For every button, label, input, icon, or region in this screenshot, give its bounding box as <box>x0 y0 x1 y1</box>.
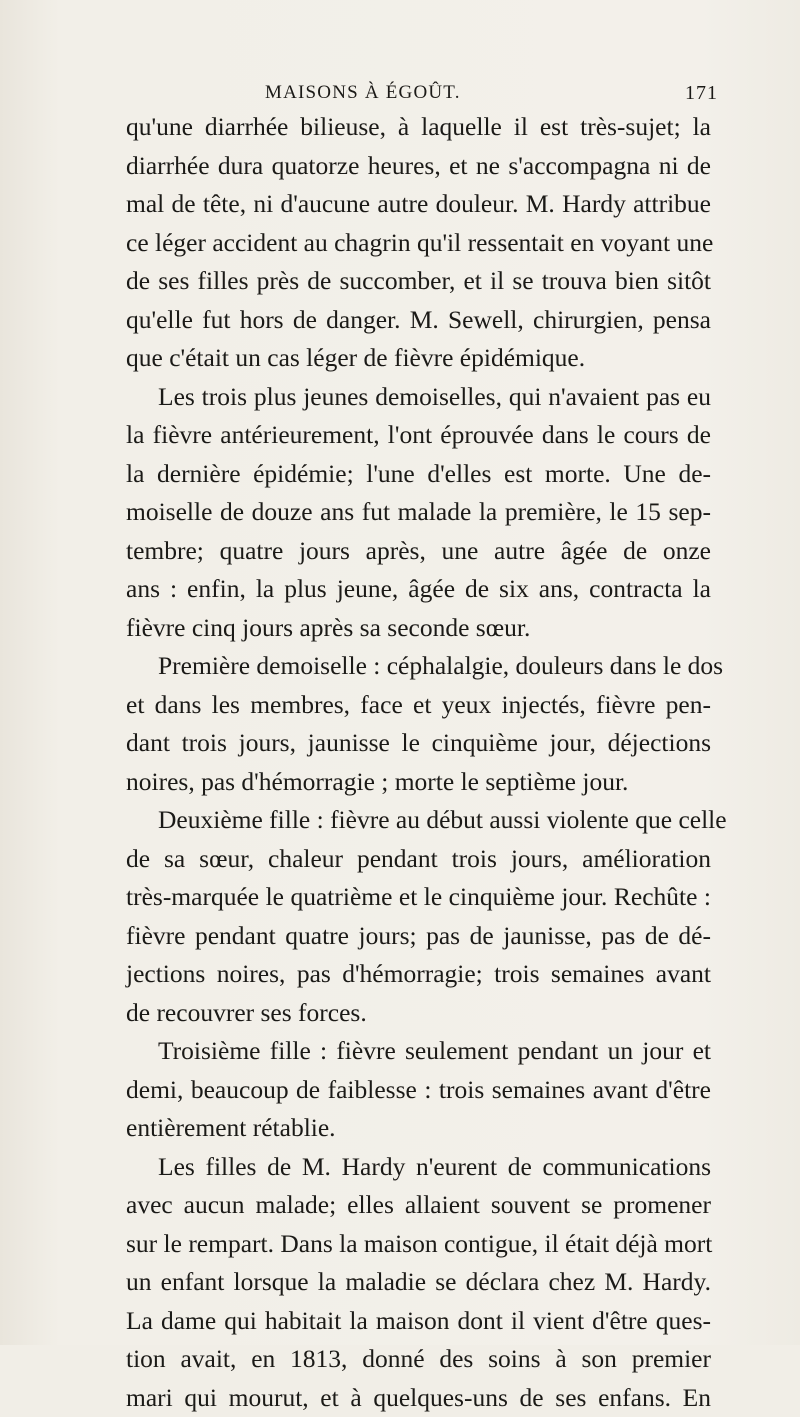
text-line: qu'une diarrhée bilieuse, à laquelle il est très-sujet; la <box>126 108 711 147</box>
text-line: avec aucun malade; elles allaient souvent se promener <box>126 1186 711 1225</box>
text-line: fièvre pendant quatre jours; pas de jaunisse, pas de dé- <box>126 917 711 956</box>
body-text <box>126 108 711 1417</box>
text-line: tembre; quatre jours après, une autre âgée de onze <box>126 532 711 571</box>
text-line: la dernière épidémie; l'une d'elles est morte. Une de- <box>126 455 711 494</box>
text-line: jections noires, pas d'hémorragie; trois semaines avant <box>126 955 711 994</box>
text-line: mari qui mourut, et à quelques-uns de ses enfans. En <box>126 1379 711 1417</box>
text-line: de recouvrer ses forces. <box>126 994 711 1033</box>
running-head: MAISONS À ÉGOÛT. <box>265 82 461 104</box>
text-line: que c'était un cas léger de fièvre épidémique. <box>126 339 711 378</box>
text-line: La dame qui habitait la maison dont il vient d'être ques- <box>126 1302 711 1341</box>
text-line: Les filles de M. Hardy n'eurent de communications <box>126 1148 711 1187</box>
text-line: mal de tête, ni d'aucune autre douleur. M. Hardy attribue <box>126 185 711 224</box>
text-line: ce léger accident au chagrin qu'il ressentait en voyant une <box>126 224 711 263</box>
text-line: sur le rempart. Dans la maison contigue, il était déjà mort <box>126 1225 711 1264</box>
text-line: très-marquée le quatrième et le cinquième jour. Rechûte : <box>126 878 711 917</box>
text-line: fièvre cinq jours après sa seconde sœur. <box>126 609 711 648</box>
text-line: de ses filles près de succomber, et il se trouva bien sitôt <box>126 262 711 301</box>
text-line: un enfant lorsque la maladie se déclara chez M. Hardy. <box>126 1263 711 1302</box>
text-line: Première demoiselle : céphalalgie, douleurs dans le dos <box>126 647 711 686</box>
text-line: entièrement rétablie. <box>126 1109 711 1148</box>
page-number: 171 <box>685 82 718 105</box>
text-line: diarrhée dura quatorze heures, et ne s'accompagna ni de <box>126 147 711 186</box>
text-line: qu'elle fut hors de danger. M. Sewell, chirurgien, pensa <box>126 301 711 340</box>
text-line: dant trois jours, jaunisse le cinquième jour, déjections <box>126 724 711 763</box>
text-line: Troisième fille : fièvre seulement pendant un jour et <box>126 1032 711 1071</box>
text-line: ans : enfin, la plus jeune, âgée de six ans, contracta la <box>126 570 711 609</box>
text-line: tion avait, en 1813, donné des soins à son premier <box>126 1340 711 1379</box>
text-line: Deuxième fille : fièvre au début aussi violente que celle <box>126 801 711 840</box>
text-line: moiselle de douze ans fut malade la première, le 15 sep- <box>126 493 711 532</box>
text-line: de sa sœur, chaleur pendant trois jours, amélioration <box>126 840 711 879</box>
text-line: la fièvre antérieurement, l'ont éprouvée dans le cours de <box>126 416 711 455</box>
text-line: noires, pas d'hémorragie ; morte le septième jour. <box>126 763 711 802</box>
text-line: et dans les membres, face et yeux injectés, fièvre pen- <box>126 686 711 725</box>
text-line: demi, beaucoup de faiblesse : trois semaines avant d'être <box>126 1071 711 1110</box>
text-line: Les trois plus jeunes demoiselles, qui n'avaient pas eu <box>126 378 711 417</box>
